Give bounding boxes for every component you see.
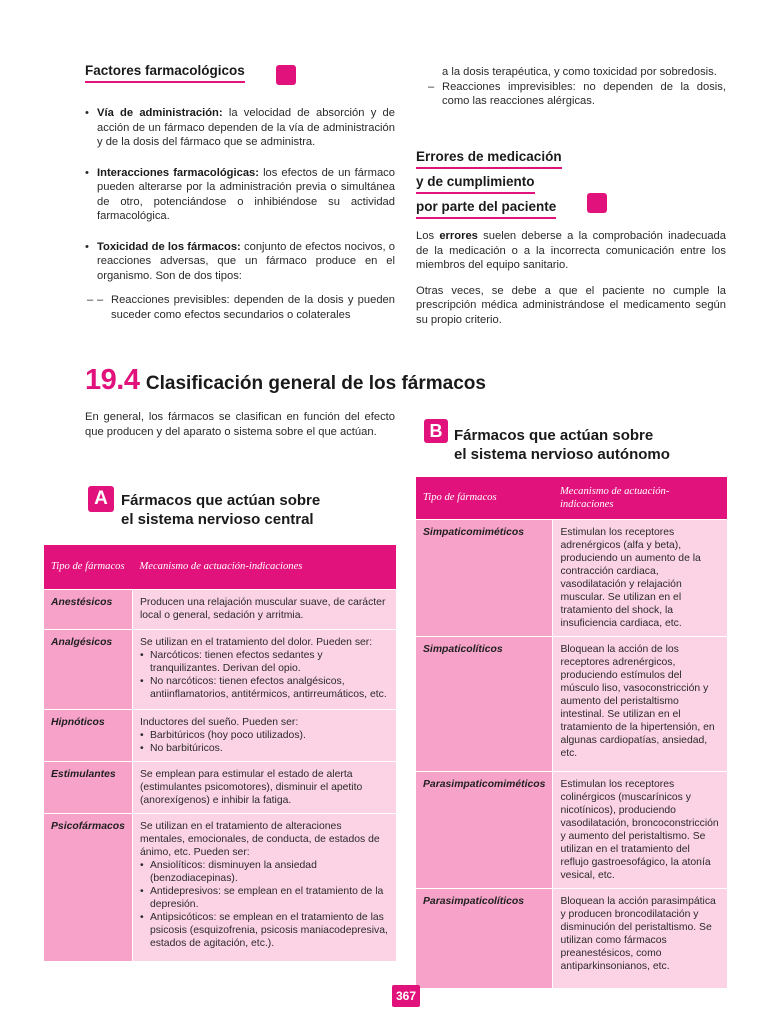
drug-type-cell: Simpaticomiméticos (416, 519, 553, 636)
list-item: • Antipsicóticos: se emplean en el tratamiento de las psicosis (esquizofrenia, psicosis maniacodepresiva, estados de agitación, etc.). (140, 911, 389, 950)
drug-type-cell: Analgésicos (44, 629, 132, 709)
errores-heading-line1: Errores de medicación (416, 149, 562, 169)
subsection-b-letter: B (424, 419, 448, 443)
drug-type-cell: Psicofármacos (44, 813, 132, 961)
mechanism-cell: Se utilizan en el tratamiento del dolor. Pueden ser: • Narcóticos: tienen efectos sedantes y tranquilizantes. Derivan del opio. • No narcóticos: tienen efectos analgésicos, antiinflamatorios, antitérmicos, antirreumáticos, etc. (132, 629, 396, 709)
errores-text (416, 229, 726, 327)
list-item: • Narcóticos: tienen efectos sedantes y tranquilizantes. Derivan del opio. (140, 649, 389, 675)
subsection-a-title: Fármacos que actúan sobre el sistema nervioso central (121, 492, 321, 528)
table-row (44, 629, 396, 709)
section-intro: En general, los fármacos se clasifican en función del efecto que producen y del aparato o sistema sobre el que actúan. (85, 411, 395, 438)
table-row (44, 813, 396, 961)
factores-heading-block (85, 62, 297, 83)
drug-type-cell: Parasimpaticolíticos (416, 888, 553, 988)
errores-para-2: Otras veces, se debe a que el paciente no cumple la prescripción médica administrándose el medicamento según su propio criterio. (416, 284, 726, 326)
table-row (44, 589, 396, 629)
section-heading (85, 364, 685, 397)
mechanism-cell: Estimulan los receptores colinérgicos (muscarínicos y nicotínicos), produciendo vasodilatación, broncoconstricción y aumento del peristaltismo. Se utilizan en el tratamiento del reflujo gastroesofágico, la atonía vesical, etc. (553, 771, 727, 888)
mechanism-cell: Inductores del sueño. Pueden ser: • Barbitúricos (hoy poco utilizados). • No barbitúricos. (132, 709, 396, 761)
subsection-a-letter: A (88, 486, 114, 512)
drug-type-cell: Anestésicos (44, 589, 132, 629)
sub-list-item: – Reacciones imprevisibles: no dependen de la dosis, como las reacciones alérgicas. (428, 80, 726, 107)
mechanism-cell: Estimulan los receptores adrenérgicos (alfa y beta), produciendo un aumento de la contracción cardiaca, vasodilatación y relajación muscular. Se utilizan en el tratamiento del shock, la insuficiencia cardiaca, etc. (553, 519, 727, 636)
toxicity-continuation (416, 65, 726, 109)
table-row (44, 761, 396, 813)
table-ans-drugs (416, 477, 727, 989)
table-row (44, 709, 396, 761)
list-item: • No narcóticos: tienen efectos analgésicos, antiinflamatorios, antitérmicos, antirreumáticos, etc. (140, 675, 389, 701)
mechanism-cell: Se emplean para estimular el estado de alerta (estimulantes psicomotores), disminuir el apetito (anorexígenos) e inhibir la fatiga. (132, 761, 396, 813)
subsection-b-title: Fármacos que actúan sobre el sistema nervioso autónomo (454, 427, 670, 463)
list-item: • Vía de administración: la velocidad de absorción y de acción de un fármaco dependen de la vía de administración y de la dosis del fármaco que se administra. (85, 106, 395, 150)
table-row (416, 888, 727, 988)
column-header-type: Tipo de fármacos (44, 545, 132, 589)
mechanism-cell: Se utilizan en el tratamiento de alteraciones mentales, emocionales, de conducta, de estados de ánimo, etc. Pueden ser: • Ansiolíticos: disminuyen la ansiedad (benzodiacepinas). • Antidepresivos: se emplean en el tratamiento de la depresión. • Antipsicóticos: se emplean en el tratamiento de las psicosis (esquizofrenia, psicosis maniacodepresiva, estados de agitación, etc.). (132, 813, 396, 961)
drug-type-cell: Estimulantes (44, 761, 132, 813)
errores-heading-line2: y de cumplimiento (416, 174, 535, 194)
list-item: • Toxicidad de los fármacos: conjunto de efectos nocivos, o reacciones adversas, que un fármaco produce en el organismo. Son de dos tipos: (85, 240, 395, 284)
table-cns-drugs (44, 545, 396, 962)
list-item: • Barbitúricos (hoy poco utilizados). (140, 729, 389, 742)
heading-marker-icon (587, 193, 607, 213)
page-number: 367 (392, 985, 420, 1007)
table-row (416, 771, 727, 888)
sub-list-item: – – Reacciones previsibles: dependen de la dosis y pueden suceder como efectos secundarios o colaterales (85, 293, 395, 322)
section-number: 19.4 (85, 364, 140, 396)
column-header-mechanism: Mecanismo de actuación-indicaciones (132, 545, 396, 589)
column-header-mechanism: Mecanismo de actuación-indicaciones (553, 477, 727, 519)
list-item: • No barbitúricos. (140, 742, 389, 755)
table-header-row (44, 545, 396, 589)
errores-para-1: Los errores suelen deberse a la comprobación inadecuada de la medicación o a la incorrecta comunicación entre los miembros del equipo sanitario. (416, 230, 726, 271)
drug-type-cell: Simpaticolíticos (416, 636, 553, 771)
heading-marker-icon (276, 65, 296, 85)
errores-heading-block (416, 148, 616, 219)
list-item: • Antidepresivos: se emplean en el tratamiento de la depresión. (140, 885, 389, 911)
table-row (416, 636, 727, 771)
drug-type-cell: Parasimpaticomiméticos (416, 771, 553, 888)
column-header-type: Tipo de fármacos (416, 477, 553, 519)
section-title: Clasificación general de los fármacos (145, 373, 486, 394)
table-row (416, 519, 727, 636)
drug-type-cell: Hipnóticos (44, 709, 132, 761)
continuation-text: a la dosis terapéutica, y como toxicidad por sobredosis. (442, 66, 717, 78)
mechanism-cell: Producen una relajación muscular suave, de carácter local o general, sedación y arritmia. (132, 589, 396, 629)
table-header-row (416, 477, 727, 519)
errores-heading-line3: por parte del paciente (416, 199, 556, 219)
mechanism-cell: Bloquean la acción de los receptores adrenérgicos, produciendo estímulos del músculo liso, vasoconstricción y aumento del peristaltismo intestinal. Se utilizan en el tratamiento de la hipertensión, en algunas cardiopatías, ansiedad, etc. (553, 636, 727, 771)
list-item: • Interacciones farmacológicas: los efectos de un fármaco pueden alterarse por la administración previa o simultánea de otro, potenciándose o inhibiéndose su actividad farmacológica. (85, 166, 395, 224)
list-item: • Ansiolíticos: disminuyen la ansiedad (benzodiacepinas). (140, 859, 389, 885)
factores-list (85, 106, 395, 322)
factores-heading: Factores farmacológicos (85, 63, 245, 83)
mechanism-cell: Bloquean la acción parasimpática y producen broncodilatación y disminución del peristaltismo. Se utilizan como fármacos preanestésicos, como antiparkinsonianos, etc. (553, 888, 727, 988)
